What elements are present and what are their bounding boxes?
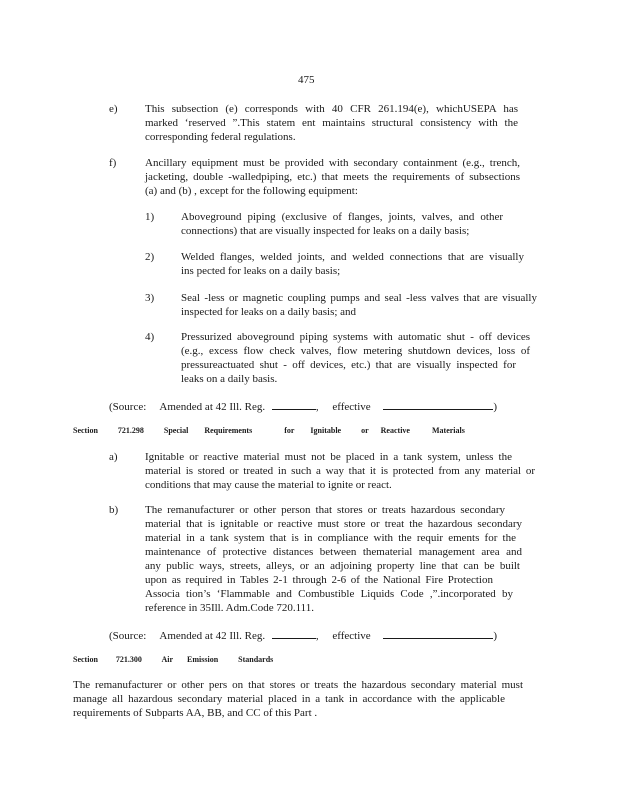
subitem-2-label: 2) <box>145 251 155 263</box>
text-line: upon as required in Tables 2-1 through 2-6 of the National Fire Protection <box>145 574 493 586</box>
source-close: ) <box>493 630 498 642</box>
item-b-text <box>145 503 522 615</box>
subitem-3-text <box>181 291 537 319</box>
blank-line <box>383 628 493 639</box>
subitem-3-label: 3) <box>145 292 155 304</box>
section-word: Section <box>73 655 98 664</box>
item-e-label: e) <box>109 103 118 115</box>
section-title: Air <box>161 655 174 664</box>
source-effective: effective <box>332 401 371 413</box>
section-title: for <box>284 426 295 435</box>
source-comma: , <box>315 401 319 413</box>
text-line: manage all hazardous secondary material placed in a tank in accordance with the applicable <box>73 693 505 705</box>
text-line: material in a tank system that is in compliance with the requir ements for the <box>145 532 516 544</box>
text-line: connections) that are visually inspected for leaks on a daily basis; <box>181 225 470 237</box>
subitem-4-text <box>181 330 530 386</box>
text-line: pressureactuated shut - off devices, etc.) that are visually inspected for <box>181 359 516 371</box>
source-comma: , <box>315 630 319 642</box>
section-word: Section <box>73 426 98 435</box>
subitem-4-label: 4) <box>145 331 155 343</box>
text-line: leaks on a daily basis. <box>181 373 278 385</box>
source-effective: effective <box>332 630 371 642</box>
text-line: requirements of Subparts AA, BB, and CC of this Part . <box>73 707 318 719</box>
text-line: Seal -less or magnetic coupling pumps and seal -less valves that are visually <box>181 292 537 304</box>
text-line: Ignitable or reactive material must not be placed in a tank system, unless the <box>145 451 512 463</box>
text-line: corresponding federal regulations. <box>145 131 296 143</box>
item-f-text <box>145 156 520 198</box>
page-number: 475 <box>298 74 315 86</box>
section-title: Ignitable <box>310 426 342 435</box>
section-title: Emission <box>187 655 219 664</box>
item-a-label: a) <box>109 451 118 463</box>
text-line: reference in 35Ill. Adm.Code 720.111. <box>145 602 315 614</box>
text-line: material is stored or treated in such a way that it is protected from any material or <box>145 465 535 477</box>
item-f-label: f) <box>109 157 117 169</box>
section-title: Reactive <box>380 426 410 435</box>
blank-line <box>272 399 316 410</box>
source-amended: Amended at 42 Ill. Reg. <box>159 401 266 413</box>
text-line: marked ‘reserved ”.This statem ent maintains structural consistency with the <box>145 117 518 129</box>
section-title: or <box>361 426 369 435</box>
text-line: The remanufacturer or other pers on that stores or treats the hazardous secondary material must <box>73 679 523 691</box>
text-line: Ancillary equipment must be provided with secondary containment (e.g., trench, <box>145 157 520 169</box>
text-line: conditions that may cause the material to ignite or react. <box>145 479 392 491</box>
text-line: (a) and (b) , except for the following equipment: <box>145 185 358 197</box>
section-title: Requirements <box>204 426 253 435</box>
text-line: The remanufacturer or other person that stores or treats hazardous secondary <box>145 504 505 516</box>
source-prefix: (Source: <box>109 630 147 642</box>
subitem-1-label: 1) <box>145 211 155 223</box>
subitem-1-text <box>181 210 503 238</box>
section-number: 721.300 <box>115 655 142 664</box>
item-e-text <box>145 102 518 144</box>
source-prefix: (Source: <box>109 401 147 413</box>
text-line: maintenance of protective distances between thematerial management area and <box>145 546 522 558</box>
section-title: Materials <box>431 426 465 435</box>
source-amended: Amended at 42 Ill. Reg. <box>159 630 266 642</box>
text-line: any public ways, streets, alleys, or an adjoining property line that can be built <box>145 560 520 572</box>
source-close: ) <box>493 401 498 413</box>
section-number: 721.298 <box>117 426 144 435</box>
item-b-label: b) <box>109 504 119 516</box>
subitem-2-text <box>181 250 524 278</box>
source-note-2 <box>109 628 497 643</box>
text-line: This subsection (e) corresponds with 40 CFR 261.194(e), whichUSEPA has <box>145 103 518 115</box>
text-line: Associa tion’s ‘Flammable and Combustible Liquids Code ,”.incorporated by <box>145 588 513 600</box>
text-line: ins pected for leaks on a daily basis; <box>181 265 341 277</box>
section-title: Special <box>163 426 189 435</box>
text-line: material that is ignitable or reactive must store or treat the hazardous secondary <box>145 518 522 530</box>
text-line: Aboveground piping (exclusive of flanges, joints, valves, and other <box>181 211 503 223</box>
blank-line <box>272 628 316 639</box>
section-heading-298 <box>73 426 465 436</box>
text-line: jacketing, double -walledpiping, etc.) that meets the requirements of subsections <box>145 171 520 183</box>
item-a-text <box>145 450 535 492</box>
text-line: Pressurized aboveground piping systems with automatic shut - off devices <box>181 331 530 343</box>
text-line: inspected for leaks on a daily basis; and <box>181 306 357 318</box>
section-heading-300 <box>73 655 273 665</box>
section-title: Standards <box>238 655 274 664</box>
text-line: (e.g., excess flow check valves, flow metering shutdown devices, loss of <box>181 345 530 357</box>
text-line: Welded flanges, welded joints, and welded connections that are visually <box>181 251 524 263</box>
blank-line <box>383 399 493 410</box>
source-note-1 <box>109 399 497 414</box>
closing-paragraph <box>73 678 523 720</box>
